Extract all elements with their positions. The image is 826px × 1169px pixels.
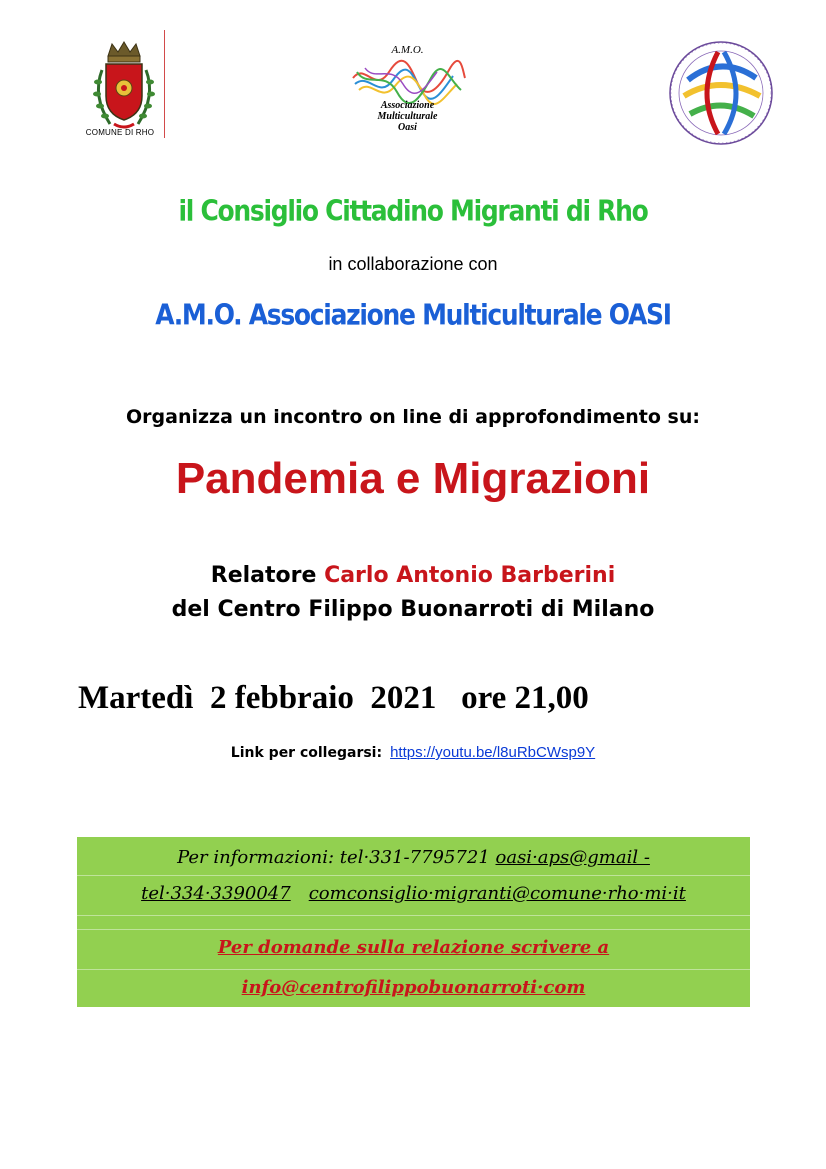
oasi-email[interactable]: oasi·aps@gmail -	[495, 847, 650, 868]
speaker-prefix: Relatore	[210, 563, 325, 588]
logo-divider	[164, 30, 165, 138]
youtube-link[interactable]: https://youtu.be/l8uRbCWsp9Y	[390, 744, 596, 761]
speaker-affiliation: del Centro Filippo Buonarroti di Milano	[171, 597, 655, 622]
info-separator	[77, 915, 750, 916]
speaker-line	[0, 563, 826, 588]
info-separator	[77, 969, 750, 970]
amo-logo-title: A.M.O.	[391, 44, 424, 56]
event-date-time: Martedì 2 febbraio 2021 ore 21,00	[78, 680, 589, 716]
questions-instruction: Per domande sulla relazione scrivere a	[217, 937, 610, 958]
partner-heading: A.M.O. Associazione Multiculturale OASI	[155, 297, 671, 332]
info-phone-2: tel·334·3390047	[141, 883, 291, 904]
organizer-heading: il Consiglio Cittadino Migranti di Rho	[178, 193, 648, 228]
rho-logo-caption: COMUNE DI RHO	[85, 128, 155, 137]
info-separator	[77, 929, 750, 930]
consiglio-email[interactable]: comconsiglio·migranti@comune·rho·mi·it	[308, 883, 686, 904]
info-contact-line-1	[77, 847, 750, 868]
amo-logo-text-line: Multiculturale	[377, 111, 438, 122]
comune-di-rho-coat-of-arms-logo	[78, 40, 170, 140]
info-separator	[77, 875, 750, 876]
amo-logo-text-line: Oasi	[398, 122, 417, 133]
info-contact-line-2	[77, 883, 750, 904]
collaboration-text: in collaborazione con	[328, 254, 498, 274]
speaker-name: Carlo Antonio Barberini	[324, 563, 616, 588]
info-box	[77, 837, 750, 1007]
link-row	[0, 744, 826, 761]
info-phone-1: Per informazioni: tel·331-7795721	[177, 847, 496, 868]
event-topic-title: Pandemia e Migrazioni	[175, 454, 651, 503]
consiglio-migranti-globe-logo	[668, 40, 774, 146]
amo-logo-text-line: Associazione	[380, 100, 435, 111]
link-label: Link per collegarsi:	[230, 745, 383, 761]
questions-email[interactable]: info@centrofilippobuonarroti·com	[241, 977, 586, 998]
event-intro: Organizza un incontro on line di approfondimento su:	[126, 406, 700, 428]
